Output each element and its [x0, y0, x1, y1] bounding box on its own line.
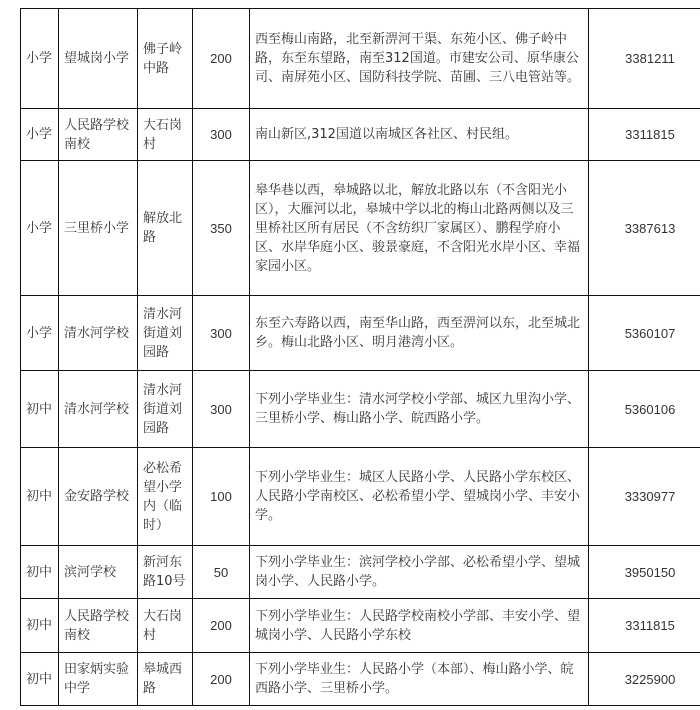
school-address-cell: 清水河街道刘园路 — [138, 296, 193, 371]
phone-cell: 3311815 — [589, 109, 700, 161]
table-row — [21, 9, 700, 109]
school-address-cell: 大石岗村 — [138, 599, 193, 653]
school-address-cell: 清水河街道刘园路 — [138, 371, 193, 448]
table-row — [21, 448, 700, 546]
enrollment-cell: 200 — [193, 653, 250, 706]
district-area-cell: 下列小学毕业生：人民路学校南校小学部、丰安小学、望城岗小学、人民路小学东校 — [250, 599, 589, 653]
phone-cell: 5360106 — [589, 371, 700, 448]
school-level-cell: 初中 — [21, 448, 59, 546]
phone-cell: 3387613 — [589, 161, 700, 296]
district-area-cell: 下列小学毕业生：清水河学校小学部、城区九里沟小学、三里桥小学、梅山路小学、皖西路小学。 — [250, 371, 589, 448]
school-name-cell: 望城岗小学 — [59, 9, 138, 109]
phone-cell: 5360107 — [589, 296, 700, 371]
phone-cell: 3381211 — [589, 9, 700, 109]
school-district-table — [20, 8, 700, 706]
school-level-cell: 初中 — [21, 653, 59, 706]
school-level-cell: 初中 — [21, 546, 59, 599]
phone-cell: 3950150 — [589, 546, 700, 599]
school-level-cell: 初中 — [21, 371, 59, 448]
district-area-cell: 下列小学毕业生：滨河学校小学部、必松希望小学、望城岗小学、人民路小学。 — [250, 546, 589, 599]
school-name-cell: 清水河学校 — [59, 296, 138, 371]
enrollment-cell: 300 — [193, 109, 250, 161]
school-address-cell: 解放北路 — [138, 161, 193, 296]
school-name-cell: 三里桥小学 — [59, 161, 138, 296]
district-area-cell: 下列小学毕业生：人民路小学（本部）、梅山路小学、皖西路小学、三里桥小学。 — [250, 653, 589, 706]
table-row — [21, 653, 700, 706]
school-name-cell: 田家炳实验中学 — [59, 653, 138, 706]
school-level-cell: 小学 — [21, 9, 59, 109]
phone-cell: 3225900 — [589, 653, 700, 706]
phone-cell: 3330977 — [589, 448, 700, 546]
district-area-cell: 东至六寿路以西，南至华山路，西至淠河以东，北至城北乡。梅山北路小区、明月港湾小区。 — [250, 296, 589, 371]
school-name-cell: 滨河学校 — [59, 546, 138, 599]
school-name-cell: 金安路学校 — [59, 448, 138, 546]
school-address-cell: 佛子岭中路 — [138, 9, 193, 109]
enrollment-cell: 350 — [193, 161, 250, 296]
enrollment-cell: 200 — [193, 9, 250, 109]
table-row — [21, 546, 700, 599]
school-name-cell: 清水河学校 — [59, 371, 138, 448]
school-name-cell: 人民路学校南校 — [59, 109, 138, 161]
table-row — [21, 296, 700, 371]
school-level-cell: 小学 — [21, 161, 59, 296]
district-area-cell: 西至梅山南路，北至新淠河干渠、东苑小区、佛子岭中路，东至东望路，南至312国道。市建安公司、原华康公司、南屏苑小区、国防科技学院、苗圃、三八电管站等。 — [250, 9, 589, 109]
school-level-cell: 小学 — [21, 296, 59, 371]
table-row — [21, 599, 700, 653]
table-row — [21, 109, 700, 161]
school-address-cell: 新河东路10号 — [138, 546, 193, 599]
phone-cell: 3311815 — [589, 599, 700, 653]
school-address-cell: 必松希望小学内（临时） — [138, 448, 193, 546]
enrollment-cell: 200 — [193, 599, 250, 653]
table-row — [21, 371, 700, 448]
table-row — [21, 161, 700, 296]
district-area-cell: 南山新区,312国道以南城区各社区、村民组。 — [250, 109, 589, 161]
district-area-cell: 皋华巷以西，皋城路以北，解放北路以东（不含阳光小区），大雁河以北，皋城中学以北的梅山北路两侧以及三里桥社区所有居民（不含纺织厂家属区）、鹏程学府小区、水岸华庭小区、骏景豪庭，不含阳光水岸小区、幸福家园小区。 — [250, 161, 589, 296]
enrollment-cell: 100 — [193, 448, 250, 546]
enrollment-cell: 300 — [193, 371, 250, 448]
school-address-cell: 皋城西路 — [138, 653, 193, 706]
school-address-cell: 大石岗村 — [138, 109, 193, 161]
enrollment-cell: 50 — [193, 546, 250, 599]
district-area-cell: 下列小学毕业生：城区人民路小学、人民路小学东校区、人民路小学南校区、必松希望小学、望城岗小学、丰安小学。 — [250, 448, 589, 546]
enrollment-cell: 300 — [193, 296, 250, 371]
school-level-cell: 小学 — [21, 109, 59, 161]
school-name-cell: 人民路学校南校 — [59, 599, 138, 653]
school-level-cell: 初中 — [21, 599, 59, 653]
